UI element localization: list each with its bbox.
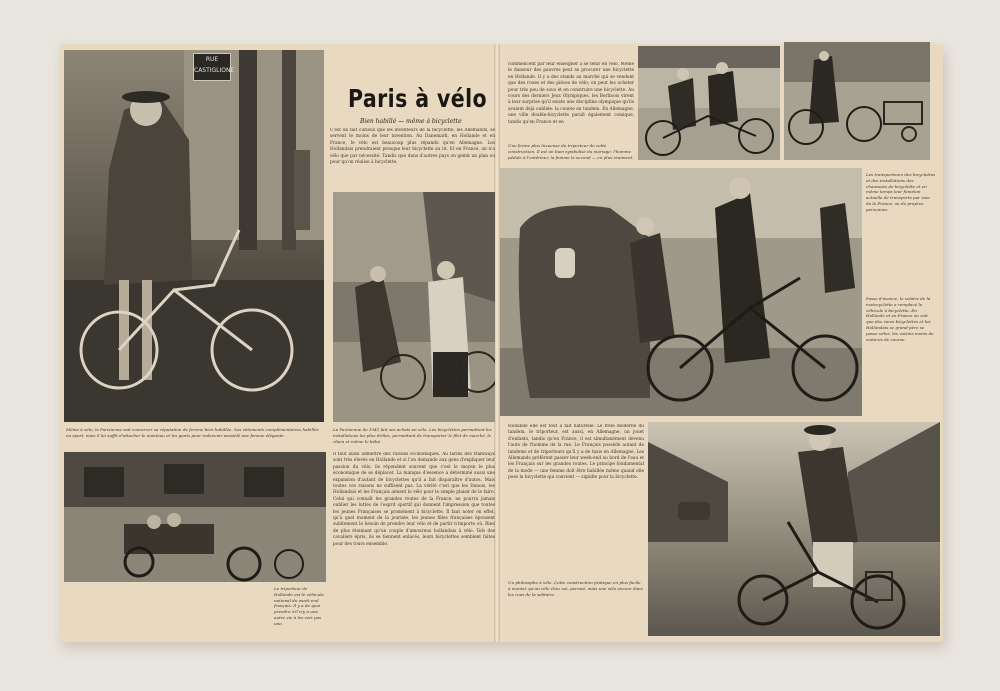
- photo-triporteur: [64, 452, 326, 582]
- photo-man-folding-bicycle: [648, 422, 940, 636]
- article-column-left: Il faut aussi admettre des raisons économiques. Au tardis des tramways sont très élevés en Hollande et si l'on demande aux gens d'expliquer leur passion du vélo, ils répondent souvent que c'est le moyen le plus économique de se déplacer. La manque d'essence a déterminé aussi une expansion d'autant de bicyclettes qu'il a fait disparaître d'autos. Mais toutes ces raisons ne suffisent pas. La vérité c'est que les Danois, les Hollandais et les Français aiment le vélo pour le simple plaisir de le faire. Celui qui connaît les grandes routes de la France, ne pourra jamais oublier les luttes de l'esprit sportif qui donnent l'impression que toutes les jeunes Françaises se promènent à bicyclette. Il faut noter en effet, qu'à quel moment de la journée, les jeunes filles françaises épousent subitement le besoin de prendre leur vélo et de partir n'importe où. Rien de plus étonnant qu'un couple d'amoureux hollandais à vélo. Tels des cavaliers épris, ils se tiennent enlacés, leurs bicyclettes semblent faites pour des tours ensemble.: [333, 452, 495, 547]
- caption-photo3: Le triporteur de Hollande est le véhicule national du week-end français. Il y a de quoi prendre s'il n'y a une autre vie à les voir pas une.: [274, 586, 324, 626]
- caption-photo1: Même à vélo, la Parisienne sait conserver sa réputation de femme bien habillée. Ses vêtements complémentaires habillés en sport, mais il lui suffit d'attacher le manteau et les gants pour redevenir aussitôt une femme élégante.: [66, 427, 319, 438]
- photo-woman-with-bicycle: [64, 50, 324, 422]
- caption-photo4: Une forme plus luxueuse du triporteur de cette construction. Il est un bien symbolisé du mariage: l'homme pédale à l'extérieur, la femme le second — en plus vraiment.: [508, 143, 634, 160]
- caption-photo6: Passe d'avance, le solaire de la motocyclette a remplacé le véhicule à bicyclette. En Hollande et en France on voit que des vieux bicyclettes et les Hollandais se grand-père se passe vélos. les voisins moins de voitures de course.: [866, 296, 934, 342]
- caption-photo5: Les transporteurs des bicyclettes et des installations des chaussées de bicyclette et en même temps leur fonction actuelle de transports par voie de la France, ou de propres personnes.: [866, 172, 936, 212]
- photo-bicycle-trailer: [784, 42, 930, 160]
- caption-photo2: La Parisienne de 1941 fait ses achats en vélo. Les bicyclettes permettent les installations les plus drôles, permettant de transporter le filet de marché, le chien et même le bébé.: [333, 427, 492, 444]
- photo-women-walking-bicycles: [333, 192, 495, 422]
- article-lead: C'est un fait curieux que les inventeurs de la bicyclette, les Allemands, se servent le moins de leur invention. Au Danemark, en Hollande et en France, le vélo est beaucoup plus répandu qu'en Allemagne. Les Hollandais prendraient presque leur bicyclette au lit. Et en France, on n'a vélo que par nécessité. Tandis que dans d'autres pays on gemit un plan ou pour qu'on réalise à bicyclette.: [330, 128, 495, 166]
- article-subtitle: Bien habillé — même à bicyclette: [360, 118, 462, 125]
- street-sign: RUE CASTIGLIONE: [193, 53, 231, 81]
- article-title: Paris à vélo: [348, 84, 488, 113]
- photo-tandem: [638, 46, 780, 160]
- caption-photo7: Un philosophe à vélo. Cette construction pratique en plus facile à monter qu'un vélo chez soi, permet, mais une vélo encore dans les rues de la solitaire.: [508, 580, 643, 597]
- photo-velo-taxi: [500, 168, 862, 416]
- article-column-right-bottom: Hollande elle est tout à fait naturelle. Le frêle moderne du tandem, le triporteur, est aussi, en Allemagne, un jouet d'enfants, tandis qu'en France, il est simultanément devenu l'auto de l'homme de la rue. Le Français possède autant de tandems et de triporteurs qu'il y a de taxis en Allemagne. Les Allemands préfèrent passer leur week-end au bord de l'eau et les Français sur les grandes routes. Le principe fondamental de la mode — une femme doit être habillée même quand elle pose la bicyclette qui convient — signifie pour la bicyclette.: [508, 424, 644, 481]
- caption-photo3-ghost: [64, 586, 264, 626]
- article-column-right-top: commencent par leur enseigner à se tenir en vélo. Même le danseur des pauvres peut se procurer une bicyclette en Hollande. Il y a des stands au marché qui se vendent que des roues et des pièces de vélo; on peut les acheter pour très peu de sous et en construire une bicyclette. Au cours des derniers Jeux Olympiques, les Berlinois virent à leur surprise qu'il existe une discipline olympique qu'ils avaient déjà oubliée: la course en tandem. En Allemagne, une ville double-bicyclette paraît également comique, tandis qu'en France et en: [508, 62, 634, 125]
